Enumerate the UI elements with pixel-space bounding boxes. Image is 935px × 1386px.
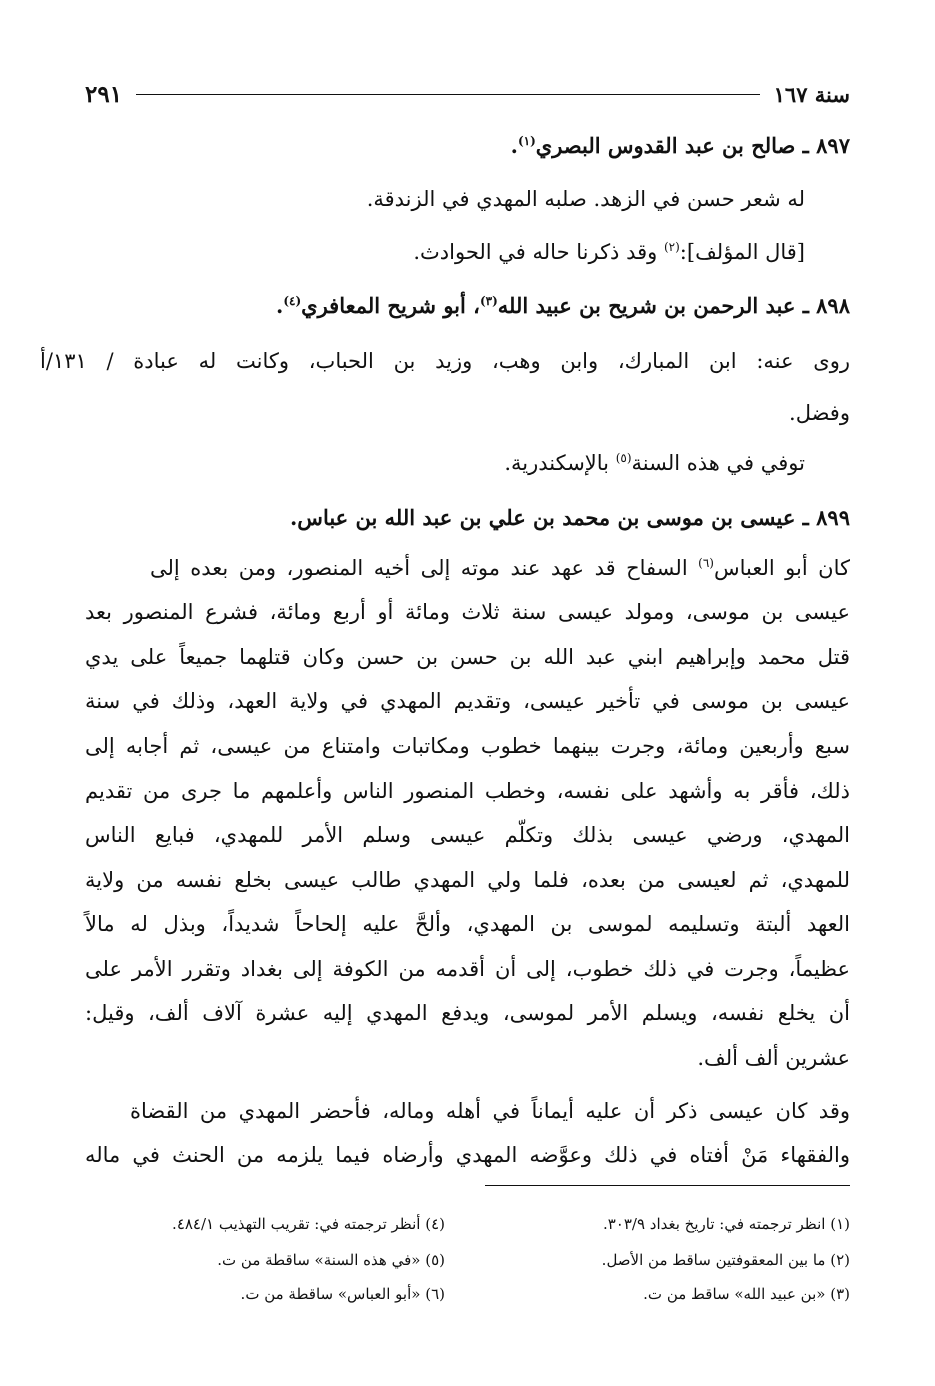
running-head-year: سنة ١٦٧ [773, 81, 850, 107]
footnote-ref: (٦) [698, 556, 714, 570]
entry-898-line-3: توفي في هذه السنة$^{(٥)}$ بالإسكندرية. [504, 451, 805, 475]
entry-899-line-9: العهد ألبتة وتسليمه لموسى بن المهدي، وألحَّ عليه إلحاحاً شديداً، وبذل له مالاً [85, 912, 850, 936]
entry-897-line-2: [قال المؤلف]:$^{(٢)}$ وقد ذكرنا حاله في الحوادث. [413, 240, 805, 264]
footnote-6: (٦) «أبو العباس» ساقطة من ت. [240, 1285, 445, 1303]
page-number: ٢٩١ [85, 80, 123, 108]
footnote-3: (٣) «بن عبيد الله» ساقط من ت. [643, 1285, 850, 1303]
header-rule [136, 94, 760, 95]
entry-899-line-10: عظيماً، وجرت في ذلك خطوب، إلى أن أقدمه من الكوفة إلى بغداد وتقرر الأمر على [85, 957, 850, 981]
entry-899-line-8: للمهدي، ثم لعيسى من بعده، فلما ولي المهدي طالب عيسى بخلع نفسه من ولاية [85, 868, 850, 892]
footnote-ref: (١) [517, 134, 536, 148]
entry-899-para2-line-2: والفقهاء مَنْ أفتاه في ذلك وعوَّضه المهدي وأرضاه فيما يلزمه من الحنث في ماله [85, 1143, 850, 1167]
footnote-2: (٢) ما بين المعقوفتين ساقط من الأصل. [601, 1251, 850, 1269]
footnote-4: (٤) أنظر ترجمته في: تقريب التهذيب ٤٨٤/١. [172, 1215, 445, 1233]
footnote-5: (٥) «في هذه السنة» ساقطة من ت. [217, 1251, 445, 1269]
entry-899-line-1: كان أبو العباس$^{(٦)}$ السفاح قد عهد عند موته إلى أخيه المنصور، ومن بعده إلى [150, 556, 851, 580]
footnote-ref: (٥) [615, 451, 632, 465]
entry-899-para2-line-1: وقد كان عيسى ذكر أن عليه أيماناً في أهله وماله، فأحضر المهدي من القضاة [130, 1099, 850, 1123]
entry-897-heading: ٨٩٧ ـ صالح بن عبد القدوس البصري$^{(١)}$. [510, 133, 850, 158]
footnote-1: (١) انظر ترجمته في: تاريخ بغداد ٣٠٣/٩. [602, 1215, 850, 1233]
entry-898-line-2: وفضل. [789, 401, 850, 425]
entry-898-heading: ٨٩٨ ـ عبد الرحمن بن شريح بن عبيد الله$^{(٣)}$، أبو شريح المعافري$^{(٤)}$. [276, 293, 850, 318]
running-header [85, 78, 850, 110]
footnote-ref: (٤) [283, 294, 302, 308]
footnote-rule [485, 1185, 850, 1186]
entry-899-line-6: ذلك، فأقر به وأشهد على نفسه، وخطب المنصور الناس وأعلمهم ما جرى من تقديم [85, 779, 850, 803]
entry-899-heading: ٨٩٩ ـ عيسى بن موسى بن محمد بن علي بن عبد الله بن عباس. [290, 505, 850, 530]
entry-899-line-3: قتل محمد وإبراهيم ابني عبد الله بن حسن بن حسن وكان قتلهما جميعاً على يدي [85, 645, 850, 669]
entry-899-line-7: المهدي، ورضي عيسى بذلك وتكلّم عيسى وسلم الأمر للمهدي، فبايع الناس [85, 823, 850, 847]
footnote-ref: (٢) [663, 240, 680, 254]
entry-899-line-4: عيسى بن موسى في تأخير عيسى، وتقديم المهدي في ولاية العهد، وذلك في سنة [85, 689, 850, 713]
entry-899-line-11: أن يخلع نفسه، ويسلم الأمر لموسى، ويدفع المهدي إليه عشرة آلاف ألف، وقيل: [85, 1001, 850, 1025]
footnote-ref: (٣) [479, 294, 498, 308]
entry-899-line-2: عيسى بن موسى، ومولد عيسى سنة ثلاث ومائة أو أربع ومائة، فشرع المنصور بعد [85, 600, 850, 624]
entry-899-line-12: عشرين ألف ألف. [697, 1046, 850, 1070]
entry-897-line-1: له شعر حسن في الزهد. صلبه المهدي في الزندقة. [366, 187, 805, 211]
entry-899-line-5: سبع وأربعين ومائة، وجرت بينهما خطوب ومكاتبات وامتناع من عيسى، ثم أجابه إلى [85, 734, 850, 758]
entry-898-line-1: روى عنه: ابن المبارك، وابن وهب، وزيد بن الحباب، وكانت له عبادة / ١٣١/أ [40, 349, 850, 373]
